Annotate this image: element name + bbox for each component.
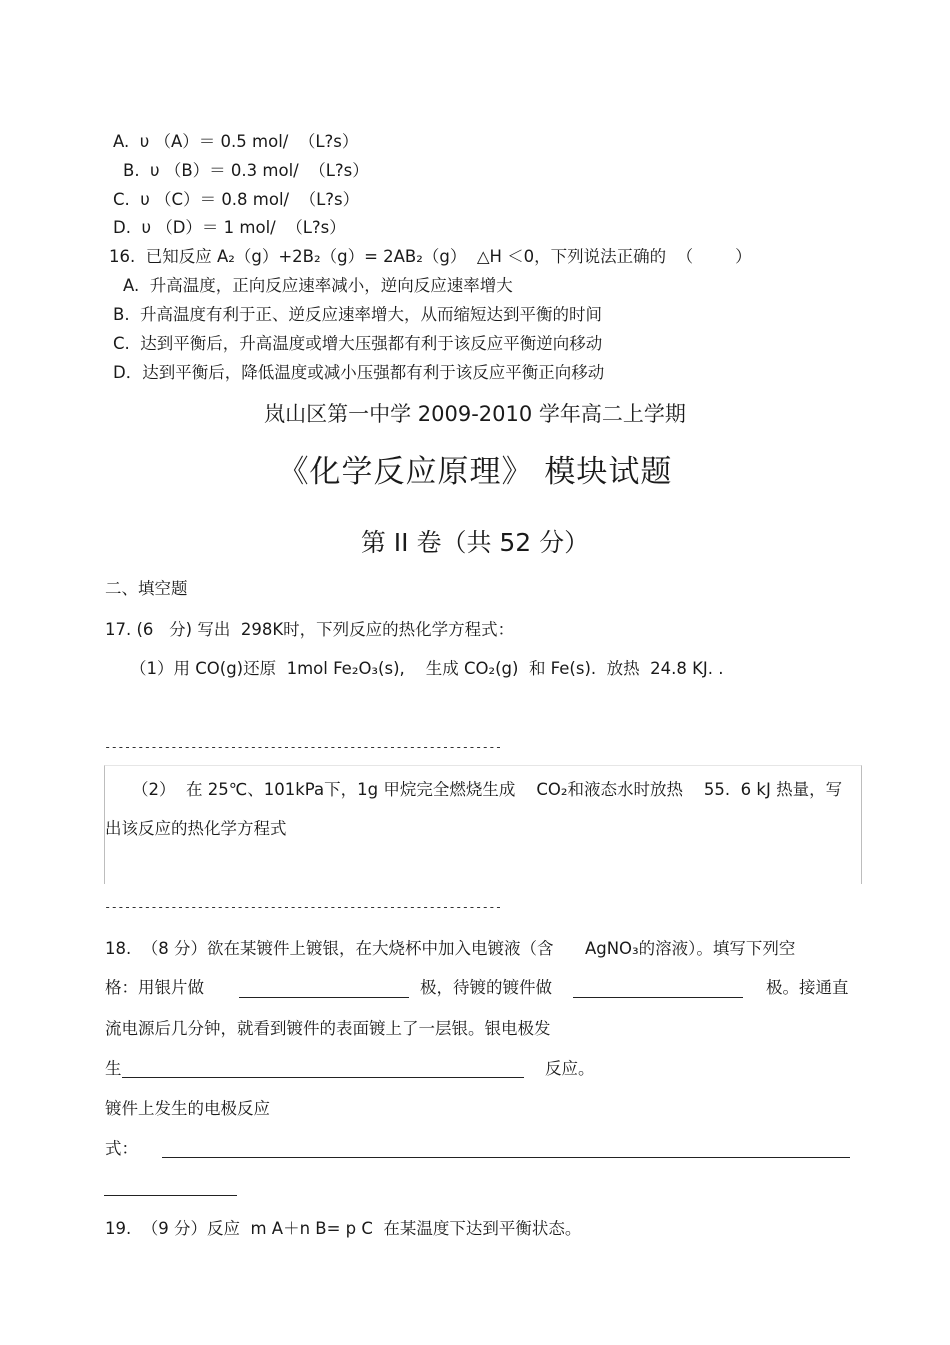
q18-line4-b: 反应。 <box>545 1059 595 1078</box>
q19-stem: 19. （9 分）反应 m A＋n B= p C 在某温度下达到平衡状态。 <box>105 1219 582 1238</box>
q18-blank-electrode-equation-cont[interactable] <box>104 1195 237 1196</box>
q16-option-d: D．达到平衡后，降低温度或减小压强都有利于该反应平衡正向移动 <box>113 363 605 382</box>
q15-option-a: A. υ （A）＝ 0.5 mol/ （L?s） <box>113 132 359 151</box>
q15-option-d: D. υ （D）＝ 1 mol/ （L?s） <box>113 218 346 237</box>
q18-line1: 18. （8 分）欲在某镀件上镀银，在大烧杯中加入电镀液（含 AgNO₃的溶液）。填写下列空 <box>105 939 796 958</box>
q18-line2-b: 极，待镀的镀件做 <box>420 978 552 997</box>
q16-option-a: A. 升高温度，正向反应速率减小，逆向反应速率增大 <box>123 276 513 295</box>
q18-blank-silver-electrode[interactable] <box>239 997 409 998</box>
q16-option-b: B. 升高温度有利于正、逆反应速率增大，从而缩短达到平衡的时间 <box>113 305 603 324</box>
q18-blank-electrode-equation[interactable] <box>162 1157 850 1158</box>
school-line: 岚山区第一中学 2009-2010 学年高二上学期 <box>264 402 686 426</box>
q18-line2-a: 格：用银片做 <box>105 978 204 997</box>
q15-option-c: C. υ （C）＝ 0.8 mol/ （L?s） <box>113 190 360 209</box>
q18-line3: 流电源后几分钟，就看到镀件的表面镀上了一层银。银电极发 <box>105 1019 551 1038</box>
q18-blank-plated-electrode[interactable] <box>573 997 743 998</box>
q16-option-c: C. 达到平衡后，升高温度或增大压强都有利于该反应平衡逆向移动 <box>113 334 603 353</box>
volume-title: 第 II 卷（共 52 分） <box>360 528 590 557</box>
q18-line5: 镀件上发生的电极反应 <box>105 1099 270 1118</box>
q18-line2-c: 极。接通直 <box>766 978 849 997</box>
q17-part2-line2: 出该反应的热化学方程式 <box>105 819 287 838</box>
q18-line6: 式： <box>105 1139 138 1158</box>
q17-stem: 17. (6 分) 写出 298K时，下列反应的热化学方程式： <box>105 620 515 639</box>
q18-blank-reaction-type[interactable] <box>122 1077 524 1078</box>
q17-answer-line-2[interactable]: ------------------------------------------------------------ <box>104 900 502 914</box>
section-heading: 二、填空题 <box>105 579 188 598</box>
q17-part1: （1）用 CO(g)还原 1mol Fe₂O₃(s), 生成 CO₂(g) 和 Fe(s). 放热 24.8 KJ. . <box>130 659 724 678</box>
q16-stem: 16. 已知反应 A₂（g）+2B₂（g）= 2AB₂（g） △H ＜0，下列说法正确的 （ ） <box>109 247 752 266</box>
q15-option-b: B. υ （B）＝ 0.3 mol/ （L?s） <box>123 161 369 180</box>
exam-title: 《化学反应原理》 模块试题 <box>277 454 673 490</box>
q17-answer-line-1[interactable]: ------------------------------------------------------------ <box>104 740 502 754</box>
q18-line4-a: 生 <box>105 1059 122 1078</box>
q17-part2-line1: （2） 在 25℃、101kPa下，1g 甲烷完全燃烧生成 CO₂和液态水时放热 55. 6 kJ 热量，写 <box>132 780 843 799</box>
